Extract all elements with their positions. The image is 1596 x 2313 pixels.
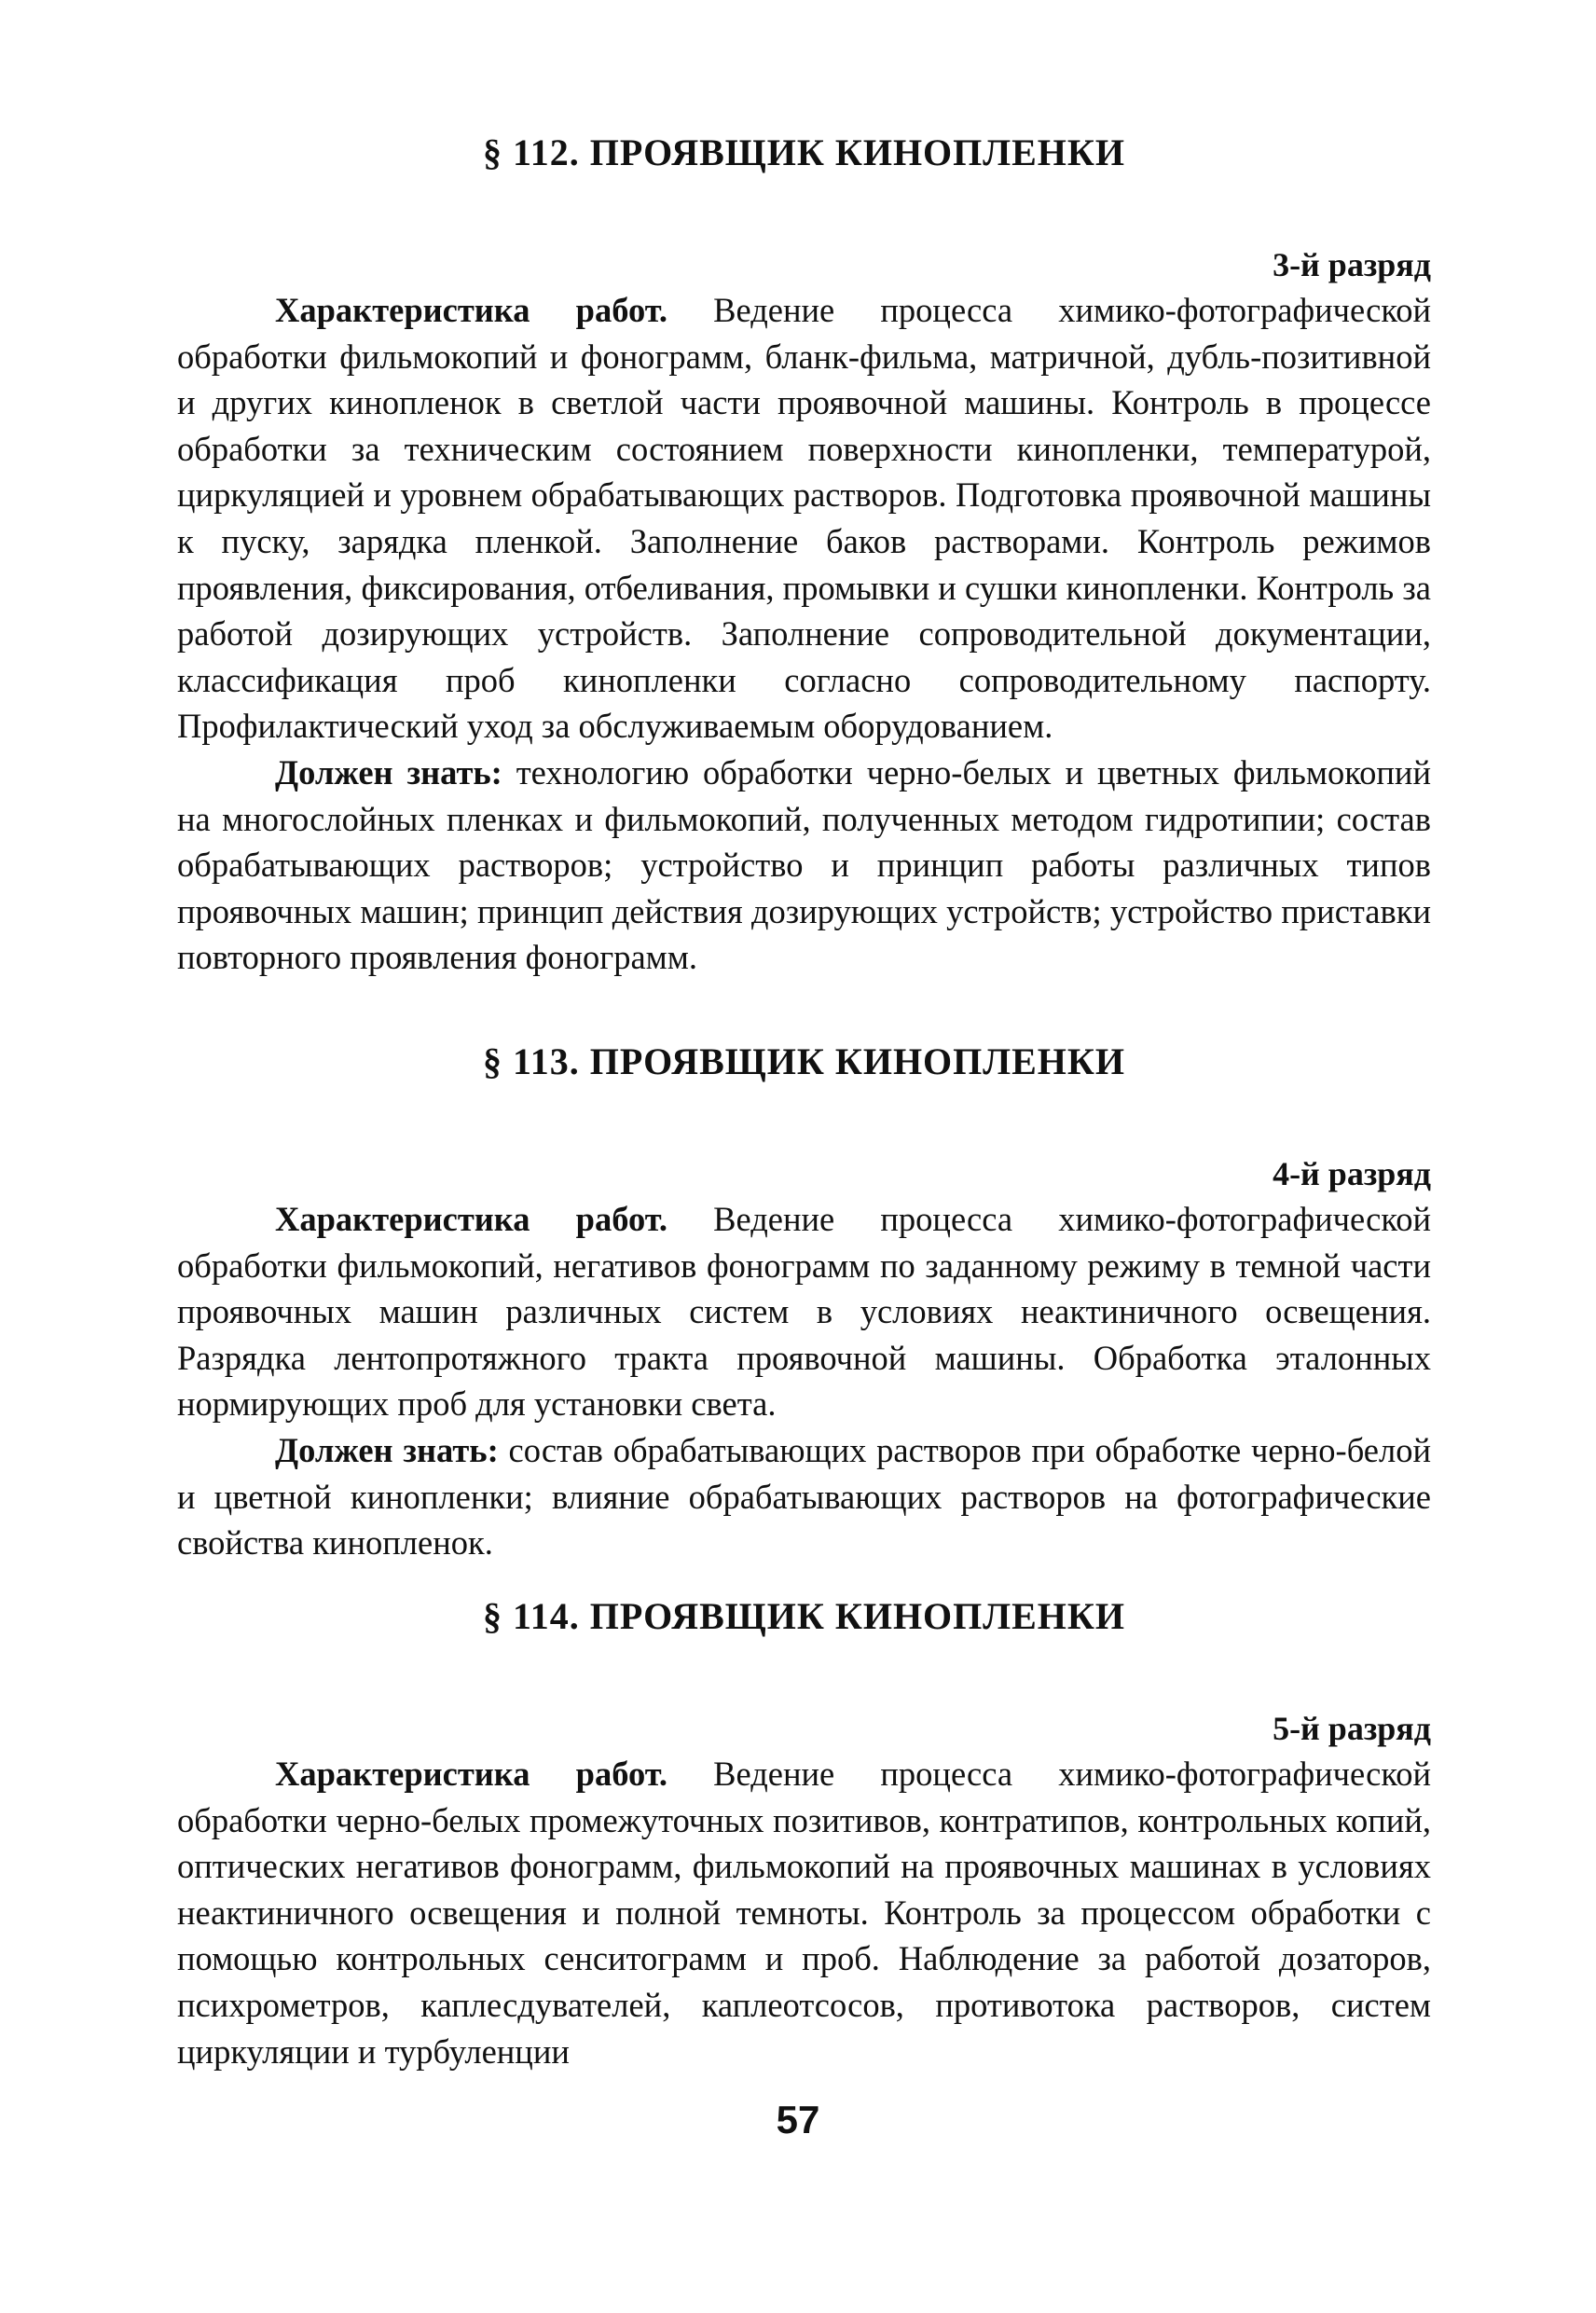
grade-label: 3-й разряд xyxy=(1273,246,1431,283)
section-title: § 112. ПРОЯВЩИК КИНОПЛЕНКИ xyxy=(482,131,1125,173)
knowledge-text: технологию обработки черно-белых и цветных фильмокопий на многослойных пленках и фильмокопий, полученных методом гидротипии; состав обрабатывающих растворов; устройство и принцип работы различных типов проявочных машин; принцип действия дозирующих устройств; устройство приставки повторного проявления фонограмм. xyxy=(177,752,1431,977)
page-number: 57 xyxy=(776,2098,820,2141)
section-title: § 113. ПРОЯВЩИК КИНОПЛЕНКИ xyxy=(482,1040,1125,1082)
characteristics-text: Ведение процесса химико-фотографической обработки фильмокопий, негативов фонограмм по заданному режиму в темной части проявочных машин различных систем в условиях неактиничного освещения. Разрядка лентопротяжного тракта проявочной машины. Обработка эталонных нормирующих проб для установки света. xyxy=(177,1200,1431,1424)
section-113 xyxy=(177,1039,1431,1566)
section-title: § 114. ПРОЯВЩИК КИНОПЛЕНКИ xyxy=(482,1595,1125,1637)
knowledge-paragraph xyxy=(177,750,1431,981)
characteristics-label: Характеристика работ. xyxy=(275,291,668,329)
characteristics-paragraph xyxy=(177,1196,1431,1427)
characteristics-label: Характеристика работ. xyxy=(275,1755,668,1793)
characteristics-paragraph xyxy=(177,287,1431,750)
characteristics-label: Характеристика работ. xyxy=(275,1200,668,1238)
knowledge-label: Должен знать: xyxy=(275,752,502,792)
knowledge-paragraph xyxy=(177,1427,1431,1566)
knowledge-label: Должен знать: xyxy=(275,1430,499,1469)
characteristics-text: Ведение процесса химико-фотографической обработки фильмокопий и фонограмм, бланк-фильма, матричной, дубль-позитивной и других кинопленок в светлой части проявочной машины. Контроль в процессе обработки за техническим состоянием поверхности кинопленки, температурой, циркуляцией и уровнем обрабатывающих растворов. Подготовка проявочной машины к пуску, зарядка пленкой. Заполнение баков растворами. Контроль режимов проявления, фиксирования, отбеливания, промывки и сушки кинопленки. Контроль за работой дозирующих устройств. Заполнение сопроводительной документации, классификация проб кинопленки согласно сопроводительному паспорту. Профилактический уход за обслуживаемым оборудованием. xyxy=(177,291,1431,746)
grade-label: 4-й разряд xyxy=(1273,1155,1431,1192)
section-114 xyxy=(177,1594,1431,2074)
section-112 xyxy=(177,131,1431,981)
knowledge-text: состав обрабатывающих растворов при обработке черно-белой и цветной кинопленки; влияние обрабатывающих растворов на фотографические свойства кинопленок. xyxy=(177,1430,1431,1563)
characteristics-text: Ведение процесса химико-фотографической обработки черно-белых промежуточных позитивов, контратипов, контрольных копий, оптических негативов фонограмм, фильмокопий на проявочных машинах в условиях неактиничного освещения и полной темноты. Контроль за процессом обработки с помощью контрольных сенситограмм и проб. Наблюдение за работой дозаторов, психрометров, каплесдувателей, каплеотсосов, противотока растворов, систем циркуляции и турбуленции xyxy=(177,1755,1431,2071)
characteristics-paragraph xyxy=(177,1751,1431,2074)
grade-label: 5-й разряд xyxy=(1273,1710,1431,1747)
